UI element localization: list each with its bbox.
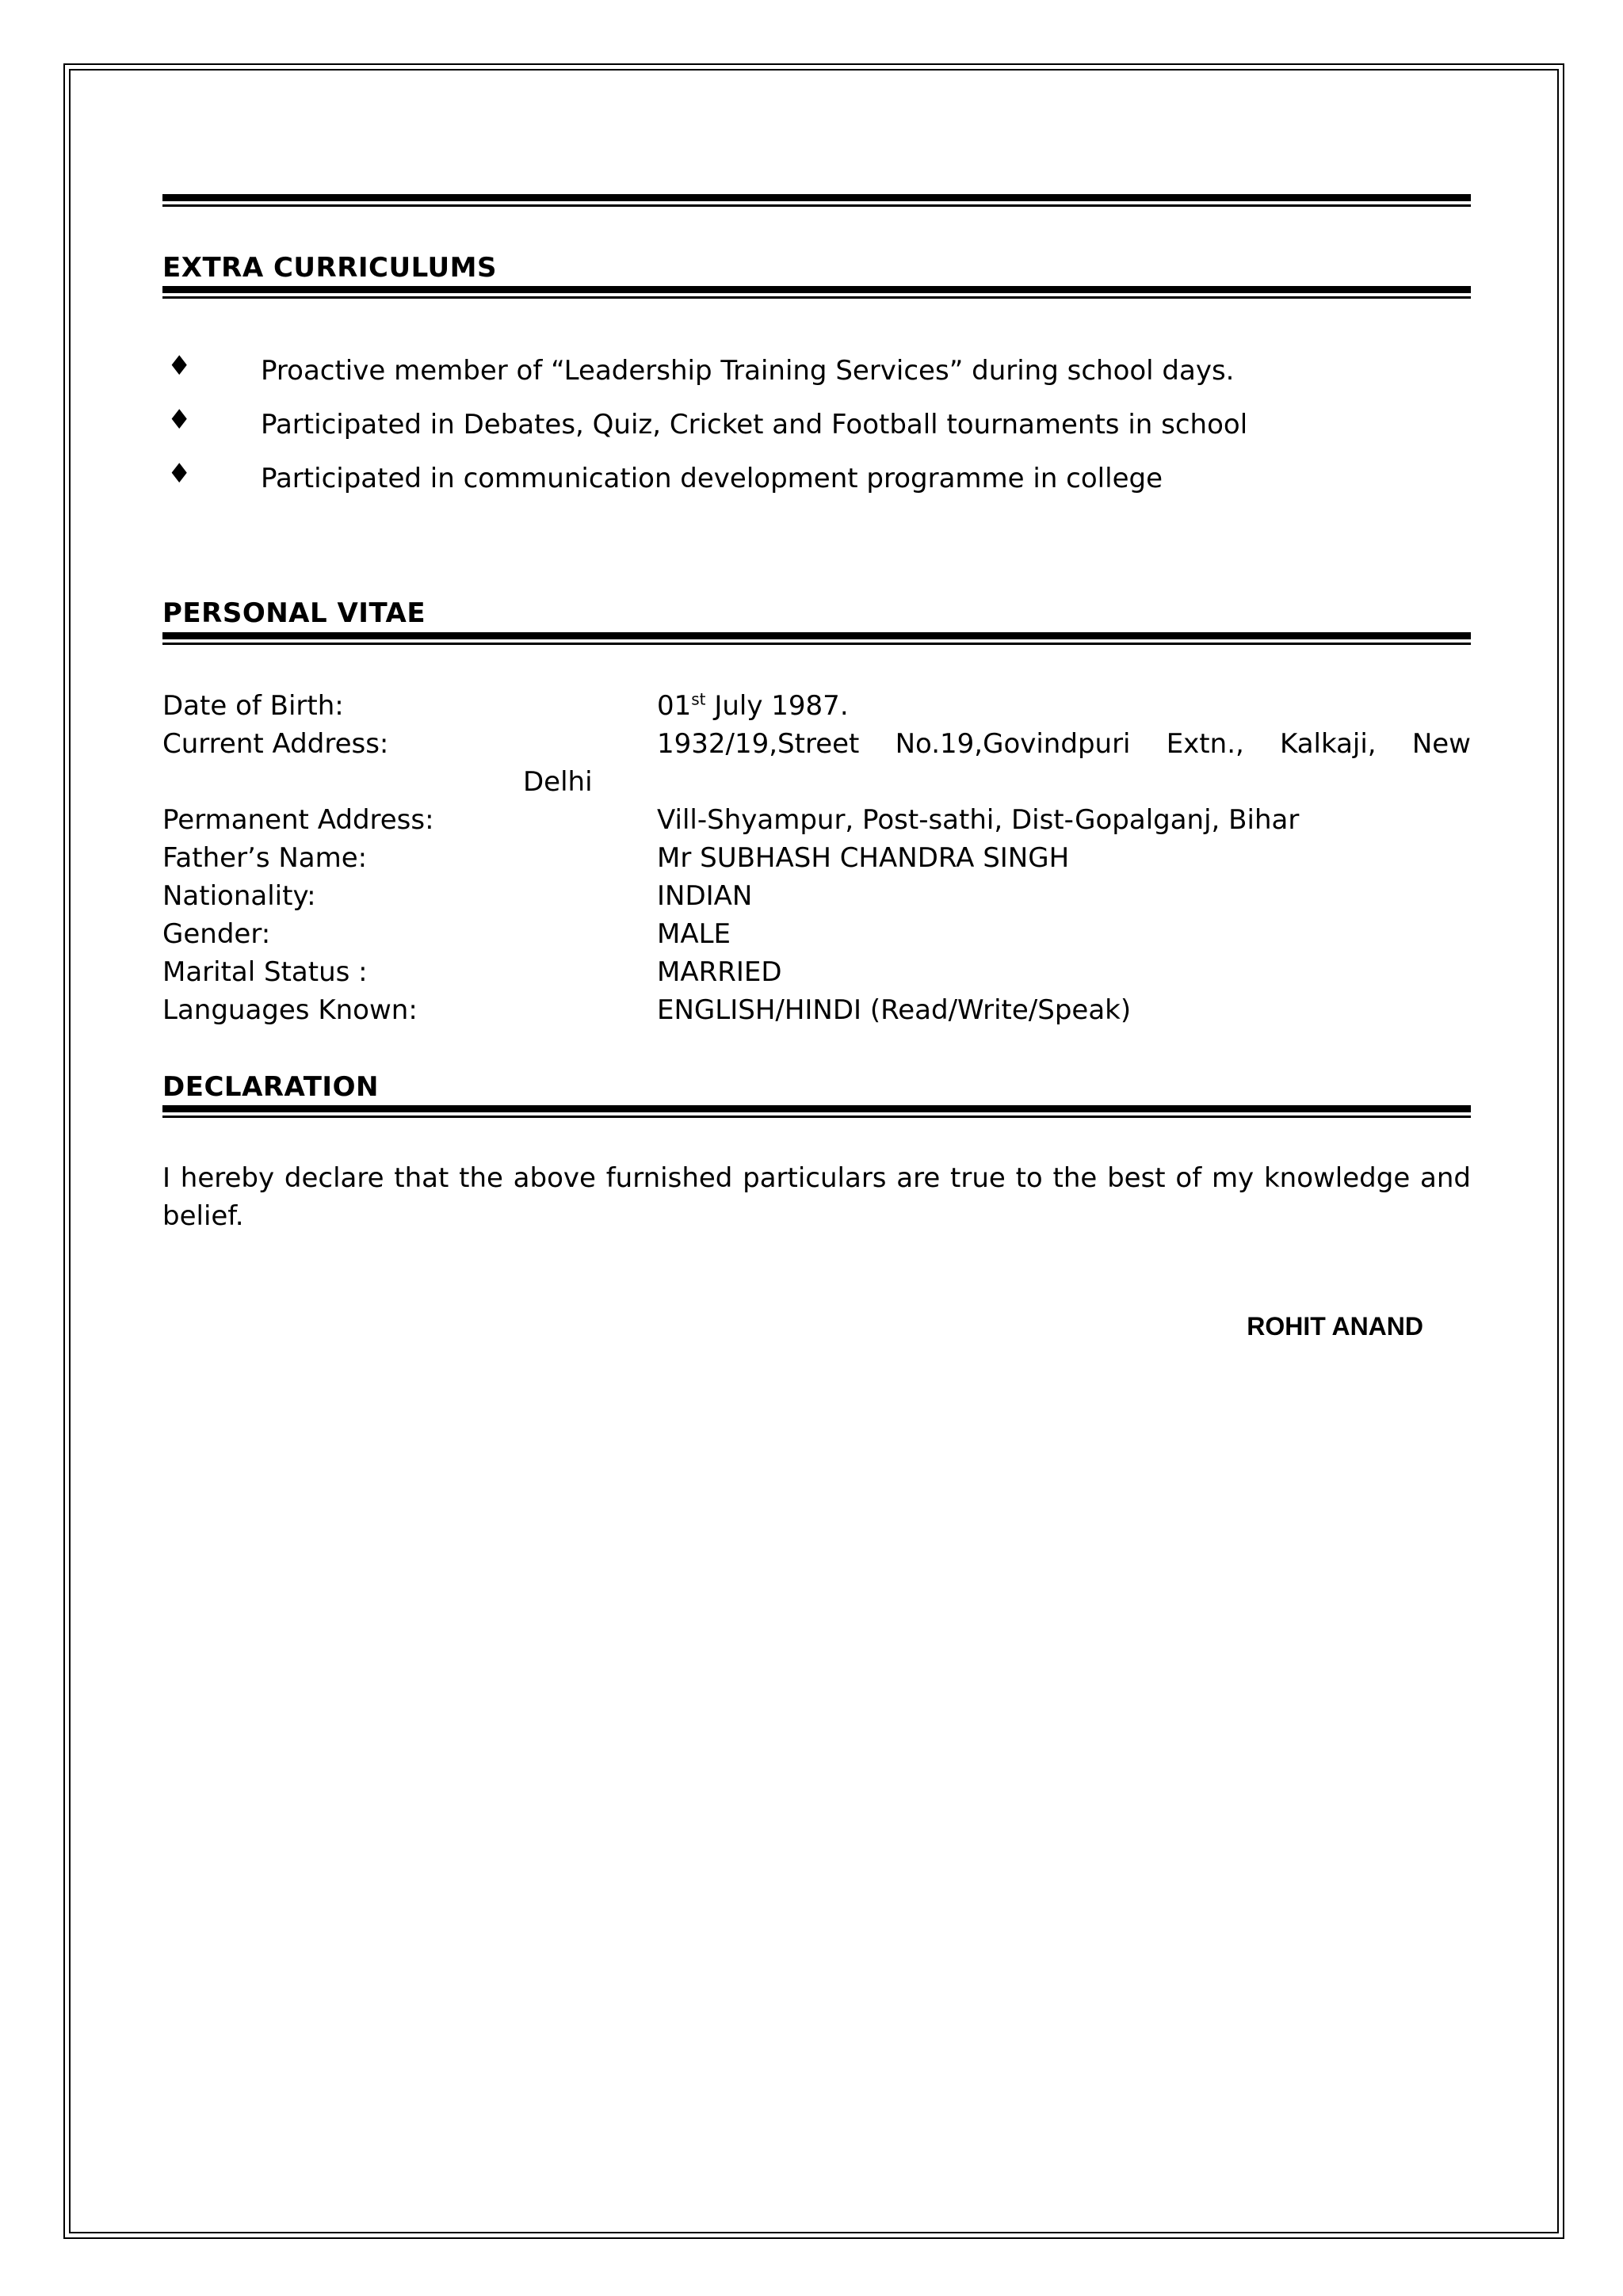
list-item-text: Participated in Debates, Quiz, Cricket and Football tournaments in school — [261, 409, 1248, 441]
gender-value: MALE — [657, 918, 731, 950]
personal-vitae-heading: PERSONAL VITAE — [162, 597, 426, 629]
nationality-label: Nationality: — [162, 880, 316, 912]
languages-value: ENGLISH/HINDI (Read/Write/Speak) — [657, 994, 1132, 1026]
declaration-heading: DECLARATION — [162, 1071, 379, 1103]
top-divider — [162, 194, 1471, 207]
list-item-text: Participated in communication development programme in college — [261, 463, 1163, 494]
permanent-address-value: Vill-Shyampur, Post-sathi, Dist-Gopalganj, Bihar — [657, 804, 1300, 836]
diamond-bullet-icon: ♦ — [167, 350, 192, 382]
father-name-label: Father’s Name: — [162, 842, 368, 874]
diamond-bullet-icon: ♦ — [167, 404, 192, 436]
extra-curriculums-heading: EXTRA CURRICULUMS — [162, 252, 497, 284]
father-name-value: Mr SUBHASH CHANDRA SINGH — [657, 842, 1070, 874]
permanent-address-label: Permanent Address: — [162, 804, 434, 836]
extra-curriculums-divider — [162, 286, 1471, 299]
dob-label: Date of Birth: — [162, 690, 344, 722]
current-address-value: 1932/19,Street No.19,Govindpuri Extn., Kalkaji, New — [657, 728, 1471, 760]
personal-vitae-divider — [162, 632, 1471, 645]
diamond-bullet-icon: ♦ — [167, 458, 192, 490]
current-address-label: Current Address: — [162, 728, 389, 760]
list-item — [162, 352, 1471, 390]
marital-status-value: MARRIED — [657, 956, 782, 988]
current-address-continuation: Delhi — [523, 766, 593, 798]
languages-label: Languages Known: — [162, 994, 418, 1026]
list-item-text: Proactive member of “Leadership Training Services” during school days. — [261, 355, 1235, 387]
declaration-text: I hereby declare that the above furnished particulars are true to the best of my knowledge and belief. — [162, 1162, 1471, 1232]
list-item — [162, 406, 1471, 444]
list-item — [162, 460, 1471, 498]
marital-status-label: Marital Status : — [162, 956, 368, 988]
declaration-divider — [162, 1105, 1471, 1118]
gender-label: Gender: — [162, 918, 271, 950]
dob-value: 01st July 1987. — [657, 689, 849, 722]
nationality-value: INDIAN — [657, 880, 753, 912]
signature-name: ROHIT ANAND — [1247, 1312, 1423, 1341]
page-border-inner — [69, 69, 1559, 2233]
